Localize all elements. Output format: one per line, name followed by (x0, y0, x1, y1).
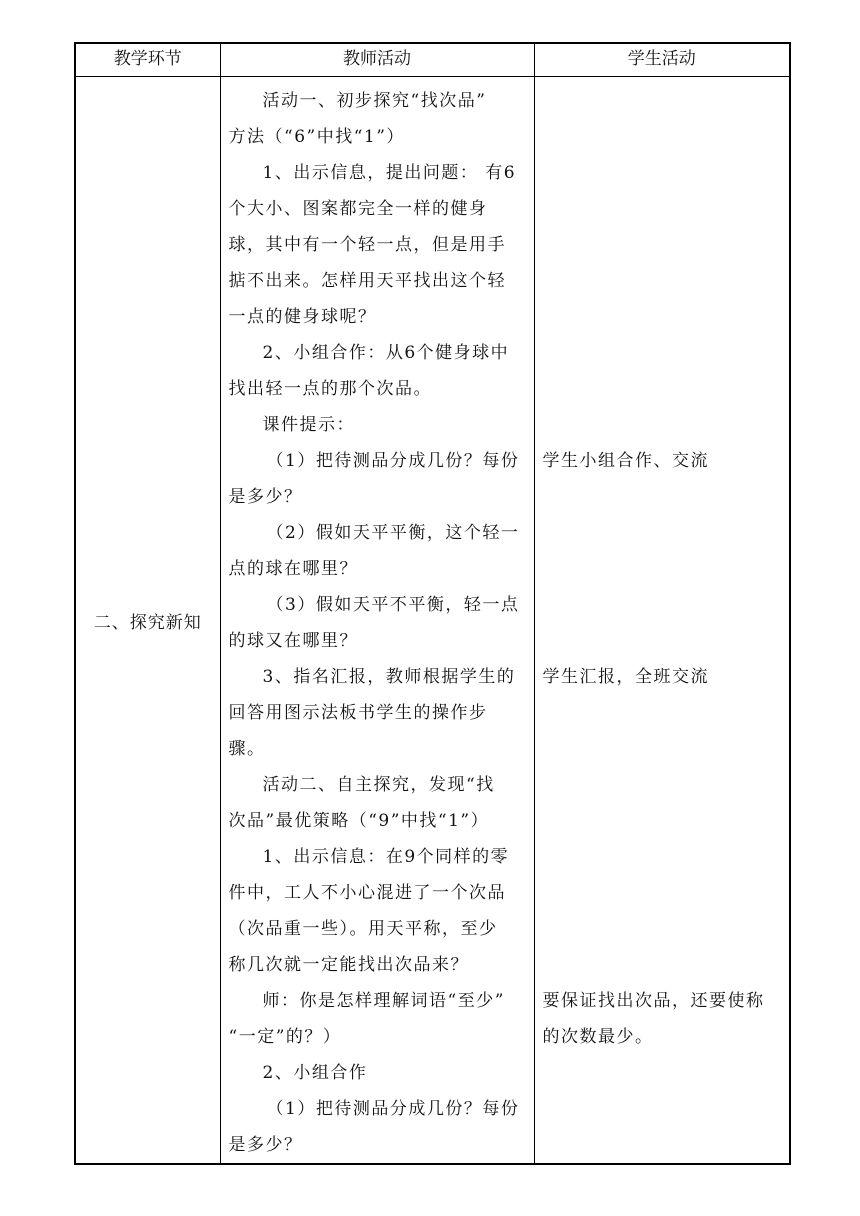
header-teacher-activity: 教师活动 (220, 43, 534, 77)
lesson-plan-table (74, 42, 791, 1165)
teacher-activity-line: 件中，工人不小心混进了一个次品 (228, 883, 506, 903)
header-student-activity: 学生活动 (534, 43, 790, 77)
teacher-activity-line: 是多少？ (228, 487, 303, 507)
student-activity-note: 学生汇报，全班交流 (542, 667, 709, 687)
teacher-activity-line: 称几次就一定能找出次品来？ (228, 955, 469, 975)
student-activity-cell (534, 77, 790, 1165)
teacher-activity-line: 点的球在哪里？ (228, 559, 358, 579)
teacher-activity-line: 方法（“6”中找“1”） (228, 127, 405, 147)
teacher-activity-line: 活动一、初步探究“找次品” (262, 91, 487, 111)
teacher-activity-line: 个大小、图案都完全一样的健身 (228, 199, 488, 219)
teacher-activity-line: 3、指名汇报，教师根据学生的 (262, 667, 516, 687)
teacher-activity-line: 找出轻一点的那个次品。 (228, 379, 432, 399)
teacher-activity-line: （1）把待测品分成几份？每份 (266, 451, 520, 471)
teacher-activity-line: （3）假如天平不平衡，轻一点 (266, 595, 520, 615)
teacher-activity-line: 次品”最优策略（“9”中找“1”） (228, 811, 490, 831)
teacher-activity-line: （次品重一些）。用天平称，至少 (228, 919, 498, 939)
teacher-activity-line: 1、出示信息，提出问题： 有6 (262, 163, 517, 183)
teacher-activity-line: 课件提示： (262, 415, 355, 435)
teacher-activity-line: （2）假如天平平衡，这个轻一 (266, 523, 520, 543)
teacher-activity-line: 一点的健身球呢？ (228, 307, 377, 327)
stage-cell: 二、探究新知 (75, 77, 220, 1165)
teacher-activity-line: （1）把待测品分成几份？每份 (266, 1099, 520, 1119)
teacher-activity-line: 2、小组合作：从6个健身球中 (262, 343, 510, 363)
header-row (75, 43, 790, 77)
teacher-activity-line: 球，其中有一个轻一点，但是用手 (228, 235, 506, 255)
content-row (75, 77, 790, 1165)
teacher-activity-line: 1、出示信息：在9个同样的零 (262, 847, 510, 867)
teacher-activity-line: 2、小组合作 (262, 1063, 368, 1083)
teacher-activity-line: 骤。 (228, 739, 266, 759)
student-activity-note: 的次数最少。 (542, 1027, 654, 1047)
teacher-activity-line: 回答用图示法板书学生的操作步 (228, 703, 488, 723)
teacher-activity-line: 活动二、自主探究，发现“找 (262, 775, 495, 795)
teacher-activity-line: 的球又在哪里？ (228, 631, 358, 651)
header-stage: 教学环节 (75, 43, 220, 77)
teacher-activity-line: 是多少？ (228, 1135, 303, 1155)
teacher-activity-cell (220, 77, 534, 1165)
teacher-activity-line: “一定”的？） (228, 1027, 342, 1047)
student-activity-note: 要保证找出次品，还要使称 (542, 991, 765, 1011)
teacher-activity-line: 师：你是怎样理解词语“至少” (262, 991, 505, 1011)
teacher-activity-line: 掂不出来。怎样用天平找出这个轻 (228, 271, 506, 291)
student-activity-note: 学生小组合作、交流 (542, 451, 709, 471)
